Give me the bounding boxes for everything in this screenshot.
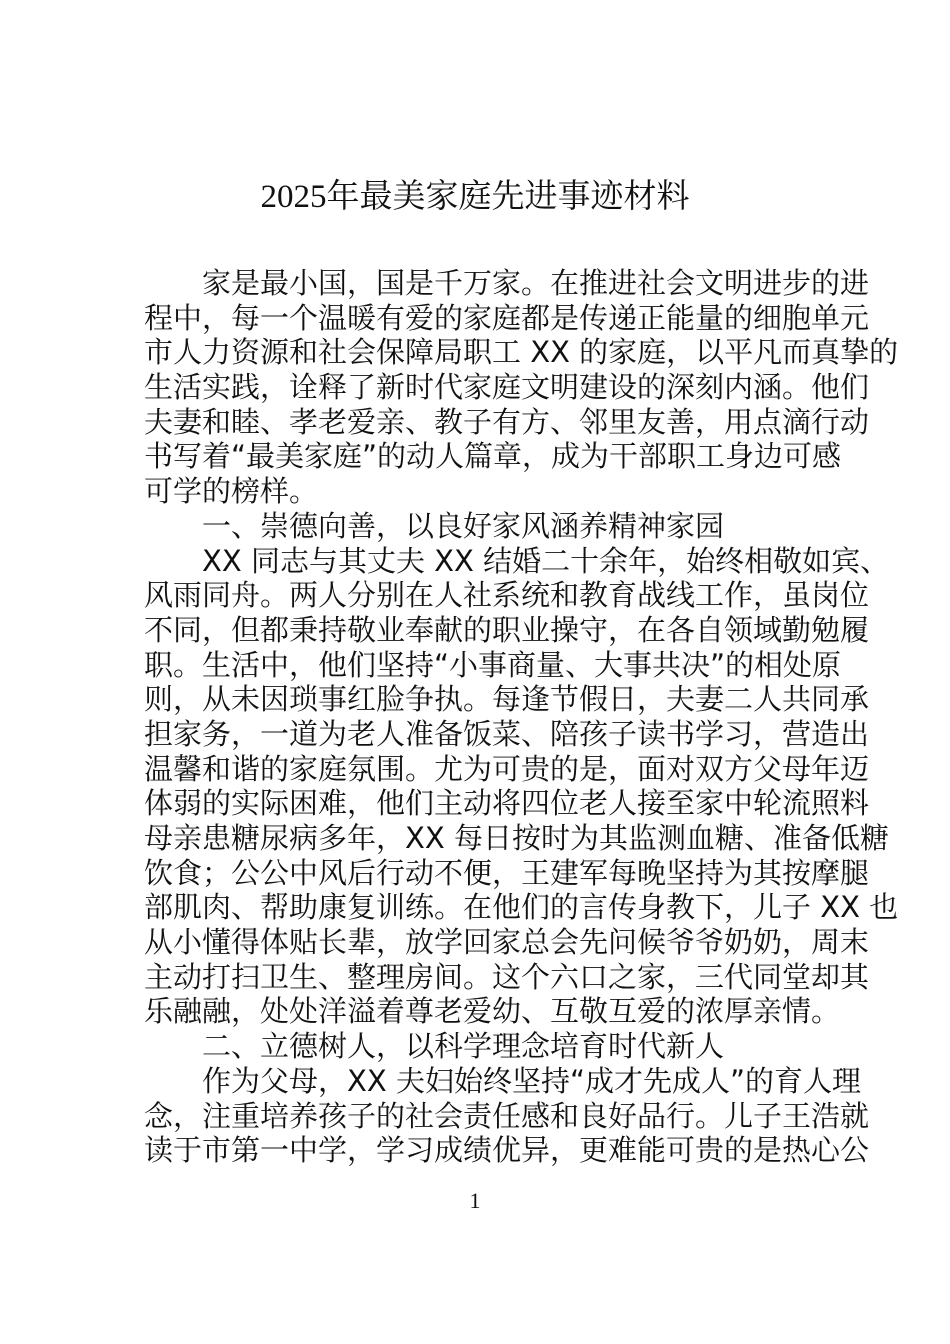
text-line: 念，注重培养孩子的社会责任感和良好品行。儿子王浩就 (144, 1098, 870, 1133)
text-line: 作为父母，XX 夫妇始终坚持“成才先成人”的育人理 (202, 1063, 862, 1098)
text-line: 乐融融，处处洋溢着尊老爱幼、互敬互爱的浓厚亲情。 (144, 994, 841, 1029)
text-line: 家是最小国，国是千万家。在推进社会文明进步的进 (202, 266, 870, 300)
text-line: 从小懂得体贴长辈，放学回家总会先问候爷爷奶奶，周末 (144, 925, 870, 960)
text-line: 程中，每一个温暖有爱的家庭都是传递正能量的细胞单元 (144, 300, 870, 335)
text-line: 温馨和谐的家庭氛围。尤为可贵的是，面对双方父母年迈 (144, 751, 870, 786)
text-line: 市人力资源和社会保障局职工 XX 的家庭，以平凡而真挚的 (144, 335, 899, 370)
text-line: 母亲患糖尿病多年，XX 每日按时为其监测血糖、准备低糖 (144, 821, 889, 855)
text-line: 可学的榜样。 (144, 474, 319, 509)
document-title: 2025年最美家庭先进事迹材料 (260, 179, 690, 215)
section-heading: 二、立德树人，以科学理念培育时代新人 (202, 1029, 725, 1064)
page-number: 1 (469, 1188, 481, 1213)
section-heading: 一、崇德向善，以良好家风涵养精神家园 (202, 508, 725, 543)
text-line: 夫妻和睦、孝老爱亲、教子有方、邻里友善，用点滴行动 (144, 404, 870, 439)
text-line: 饮食；公公中风后行动不便，王建军每晚坚持为其按摩腿 (144, 855, 870, 890)
text-line: 担家务，一道为老人准备饭菜、陪孩子读书学习，营造出 (144, 716, 870, 751)
text-line: 生活实践，诠释了新时代家庭文明建设的深刻内涵。他们 (144, 370, 870, 405)
text-line: 部肌肉、帮助康复训练。在他们的言传身教下，儿子 XX 也 (144, 890, 899, 925)
text-line: 书写着“最美家庭”的动人篇章，成为干部职工身边可感 (144, 439, 842, 474)
text-line: XX 同志与其丈夫 XX 结婚二十余年，始终相敬如宾、 (202, 543, 890, 578)
text-line: 读于市第一中学，学习成绩优异，更难能可贵的是热心公 (144, 1133, 870, 1168)
text-line: 不同，但都秉持敬业奉献的职业操守，在各自领域勤勉履 (144, 612, 870, 647)
text-line: 体弱的实际困难，他们主动将四位老人接至家中轮流照料 (144, 786, 870, 821)
text-line: 则，从未因琐事红脸争执。每逢节假日，夫妻二人共同承 (144, 682, 870, 717)
document-body (144, 266, 899, 1168)
text-line: 主动打扫卫生、整理房间。这个六口之家，三代同堂却其 (144, 959, 870, 994)
text-line: 职。生活中，他们坚持“小事商量、大事共决”的相处原 (144, 647, 842, 682)
text-line: 风雨同舟。两人分别在人社系统和教育战线工作，虽岗位 (144, 578, 870, 613)
